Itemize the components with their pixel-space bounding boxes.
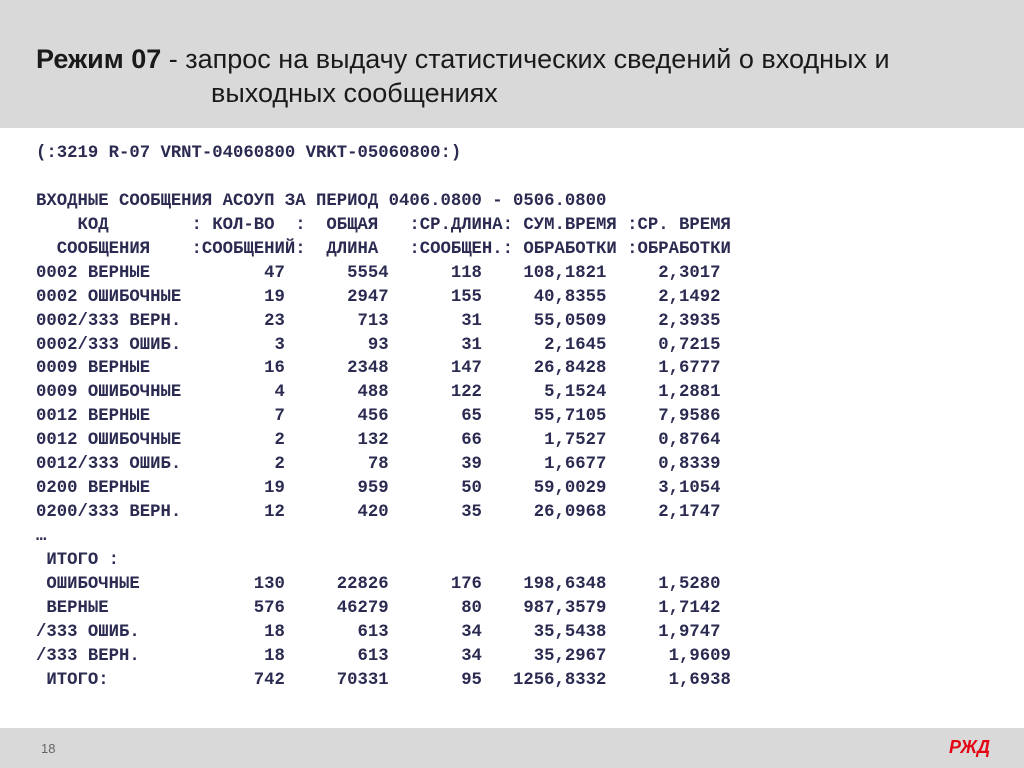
page-number: 18 bbox=[41, 741, 56, 756]
title-description: - запрос на выдачу статистических сведений о входных и bbox=[161, 44, 890, 74]
rzd-logo-icon bbox=[947, 734, 997, 758]
report-line: (:3219 R-07 VRNT-04060800 VRKT-05060800:) bbox=[36, 144, 462, 163]
title-mode: Режим 07 bbox=[36, 44, 162, 74]
report-line: … bbox=[36, 527, 47, 546]
report-line: 0002/333 ВЕРН. 23 713 31 55,0509 2,3935 bbox=[36, 311, 721, 331]
slide-footer bbox=[0, 728, 1024, 768]
slide-title bbox=[36, 44, 890, 75]
report-line: ИТОГО: 742 70331 95 1256,8332 1,6938 bbox=[36, 670, 731, 690]
report-line: 0012 ОШИБОЧНЫЕ 2 132 66 1,7527 0,8764 bbox=[36, 431, 721, 451]
report-line: ВЕРНЫЕ 576 46279 80 987,3579 1,7142 bbox=[36, 598, 721, 618]
report-line: 0002 ВЕРНЫЕ 47 5554 118 108,1821 2,3017 bbox=[36, 263, 721, 283]
report-line: 0002 ОШИБОЧНЫЕ 19 2947 155 40,8355 2,1492 bbox=[36, 287, 721, 307]
report-line: 0012 ВЕРНЫЕ 7 456 65 55,7105 7,9586 bbox=[36, 407, 721, 427]
report-line: 0009 ОШИБОЧНЫЕ 4 488 122 5,1524 1,2881 bbox=[36, 383, 721, 403]
report-line: /333 ВЕРН. 18 613 34 35,2967 1,9609 bbox=[36, 646, 731, 666]
slide-title-line2: выходных сообщениях bbox=[211, 78, 498, 108]
report-line bbox=[36, 166, 731, 190]
report-line: КОД : КОЛ-ВО : ОБЩАЯ :СР.ДЛИНА: СУМ.ВРЕМЯ :СР. ВРЕМЯ bbox=[36, 215, 731, 235]
report-line: 0009 ВЕРНЫЕ 16 2348 147 26,8428 1,6777 bbox=[36, 359, 721, 379]
report-line: 0200 ВЕРНЫЕ 19 959 50 59,0029 3,1054 bbox=[36, 479, 721, 499]
report-line: 0200/333 ВЕРН. 12 420 35 26,0968 2,1747 bbox=[36, 503, 721, 523]
report-line: ОШИБОЧНЫЕ 130 22826 176 198,6348 1,5280 bbox=[36, 574, 721, 594]
report-line: ИТОГО : bbox=[36, 550, 119, 570]
report-line: /333 ОШИБ. 18 613 34 35,5438 1,9747 bbox=[36, 622, 721, 642]
report-listing bbox=[36, 142, 731, 693]
report-line: 0002/333 ОШИБ. 3 93 31 2,1645 0,7215 bbox=[36, 335, 721, 355]
logo-text: РЖД bbox=[949, 737, 991, 757]
report-line: СООБЩЕНИЯ :СООБЩЕНИЙ: ДЛИНА :СООБЩЕН.: ОБРАБОТКИ :ОБРАБОТКИ bbox=[36, 239, 731, 259]
report-line: 0012/333 ОШИБ. 2 78 39 1,6677 0,8339 bbox=[36, 455, 721, 475]
report-line: ВХОДНЫЕ СООБЩЕНИЯ АСОУП ЗА ПЕРИОД 0406.0800 - 0506.0800 bbox=[36, 191, 607, 211]
